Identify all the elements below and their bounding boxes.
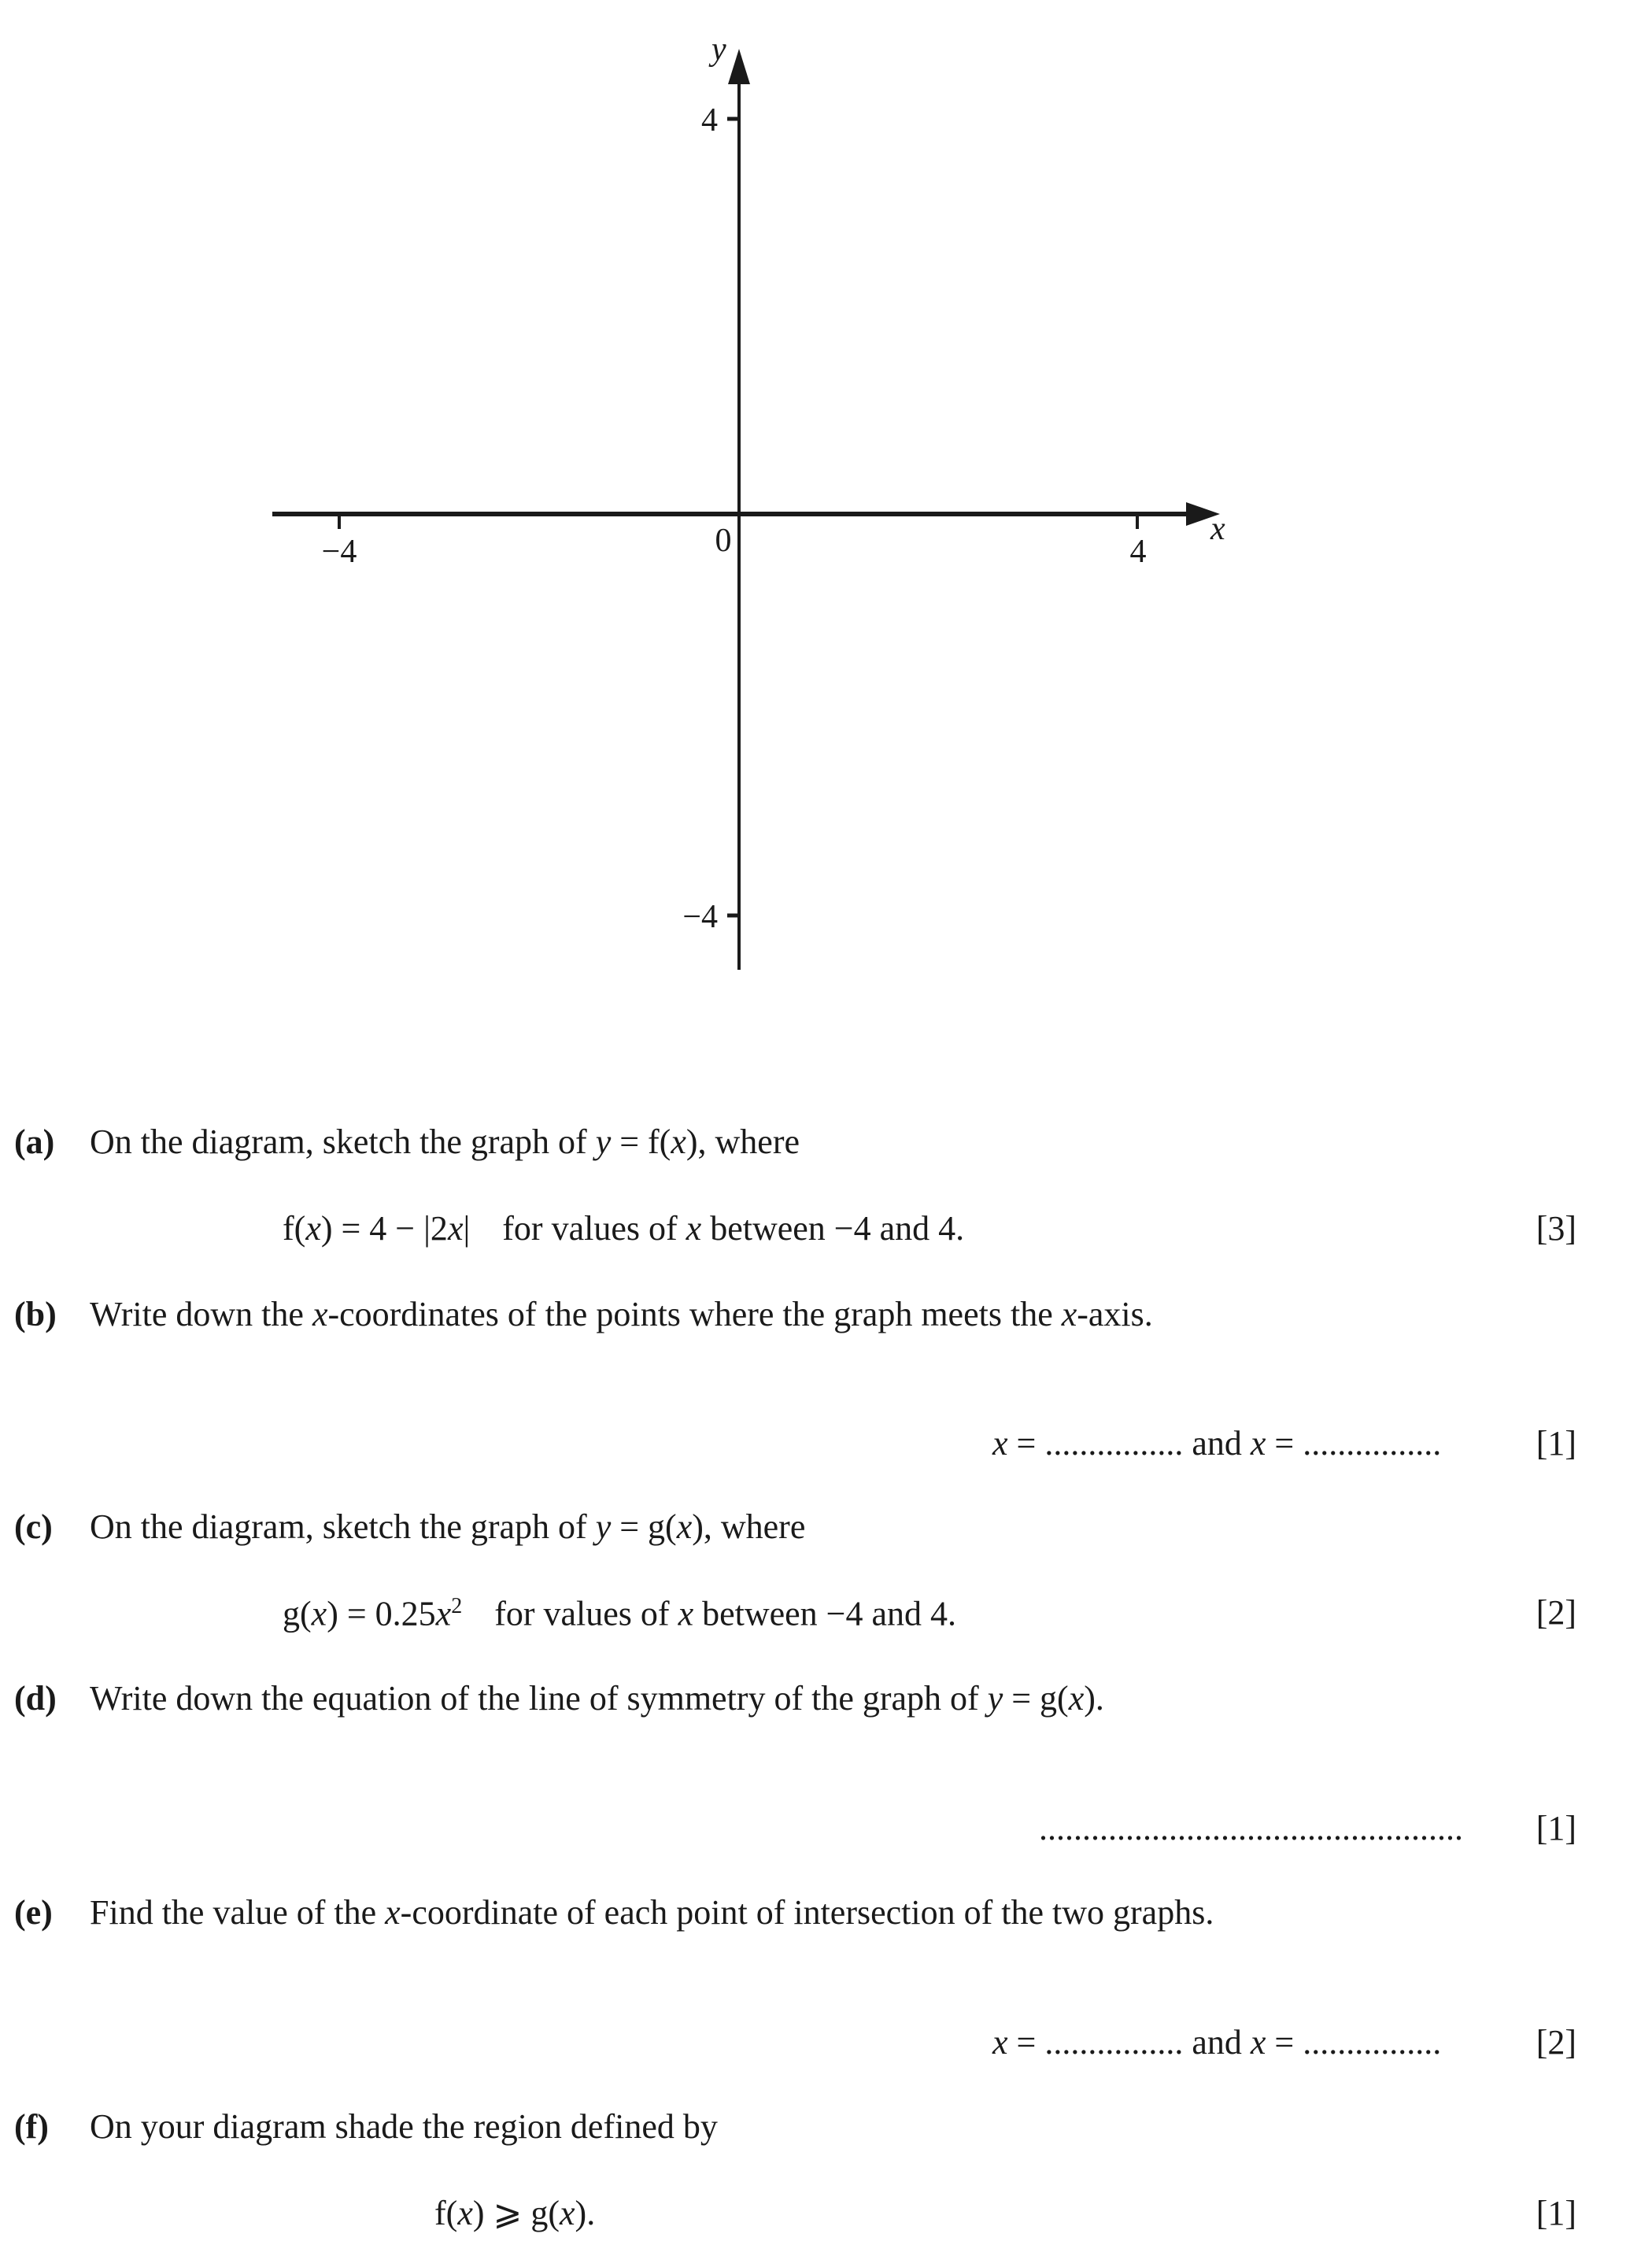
text-post: -axis. [1077, 1295, 1153, 1333]
var-x: x [305, 1209, 321, 1248]
g-definition [283, 1596, 956, 1632]
var-x: x [447, 1209, 464, 1248]
answer-line-b[interactable] [992, 1426, 1441, 1461]
var-x: x [992, 1424, 1008, 1463]
x-axis-label: x [1210, 511, 1225, 547]
question-f-label: (f) [14, 2107, 49, 2146]
question-e-text [90, 1895, 1214, 1930]
var-x: x [1250, 2023, 1266, 2062]
def-post: | [463, 1209, 471, 1248]
answer-dots-1[interactable]: = ................ [1007, 2023, 1192, 2062]
answer-line-e[interactable] [992, 2025, 1441, 2060]
range-pre: for values of [494, 1594, 678, 1633]
question-c-label: (c) [14, 1507, 53, 1546]
y-tick-label-neg4: −4 [682, 899, 718, 935]
var-x: x [311, 1594, 327, 1633]
question-b-label: (b) [14, 1295, 57, 1333]
eq-mid: = g( [611, 1507, 677, 1546]
var-x: x [686, 1209, 702, 1248]
marks-e: [2] [1536, 2023, 1576, 2062]
def-pre: g( [283, 1594, 312, 1633]
and-text: and [1192, 2023, 1251, 2062]
var-x: x [385, 1893, 401, 1932]
var-x: x [1250, 1424, 1266, 1463]
eq-mid: = g( [1003, 1679, 1069, 1718]
x-tick-label-4: 4 [1129, 534, 1147, 570]
and-text: and [1192, 1424, 1251, 1463]
text-pre: On the diagram, sketch the graph of [90, 1507, 596, 1546]
text-post: ), where [692, 1507, 806, 1546]
var-x: x [435, 1594, 452, 1633]
question-f-text: On your diagram shade the region defined by [90, 2107, 718, 2146]
question-c-text [90, 1507, 806, 1546]
f-definition [283, 1211, 964, 1246]
var-y: y [987, 1679, 1003, 1718]
var-x: x [671, 1122, 686, 1161]
range-pre: for values of [502, 1209, 686, 1248]
marks-c: [2] [1536, 1593, 1576, 1632]
eq-mid: = f( [611, 1122, 671, 1161]
var-x: x [560, 2194, 575, 2232]
question-e-label: (e) [14, 1893, 53, 1932]
var-x: x [678, 1594, 694, 1633]
question-a-label: (a) [14, 1122, 55, 1161]
answer-dots-1[interactable]: = ................ [1007, 1424, 1192, 1463]
var-x: x [992, 2023, 1008, 2062]
ineq-mid: ) ⩾ g( [472, 2194, 560, 2232]
def-mid: ) = 0.25 [327, 1594, 436, 1633]
answer-line-d[interactable]: ................................................. [1039, 1809, 1463, 1847]
marks-a: [3] [1536, 1209, 1576, 1248]
var-x: x [1061, 1295, 1077, 1333]
var-x: x [676, 1507, 693, 1546]
x-tick-label-neg4: −4 [321, 534, 357, 570]
marks-b: [1] [1536, 1424, 1576, 1463]
var-y: y [595, 1507, 612, 1546]
var-x: x [1068, 1679, 1085, 1718]
question-a-text [90, 1122, 800, 1161]
text-pre: Find the value of the [90, 1893, 386, 1932]
text-post: ). [1084, 1679, 1104, 1718]
question-d-text [90, 1681, 1104, 1716]
question-b-text [90, 1297, 1153, 1332]
marks-f: [1] [1536, 2194, 1576, 2232]
ineq-pre: f( [434, 2194, 458, 2232]
inequality [434, 2196, 595, 2231]
def-mid: ) = 4 − |2 [320, 1209, 448, 1248]
var-y: y [595, 1122, 612, 1161]
var-x: x [457, 2194, 473, 2232]
origin-label: 0 [715, 523, 732, 559]
range-post: between −4 and 4. [701, 1209, 965, 1248]
text-pre: Write down the [90, 1295, 312, 1333]
coordinate-axes-diagram [0, 0, 1652, 1023]
range-post: between −4 and 4. [693, 1594, 957, 1633]
y-axis-label: y [711, 31, 726, 68]
text-post: -coordinate of each point of intersection of the two graphs. [400, 1893, 1214, 1932]
question-a-text-post: ), where [686, 1122, 800, 1161]
answer-dots-2[interactable]: = ................ [1266, 2023, 1442, 2062]
text-pre: Write down the equation of the line of symmetry of the graph of [90, 1679, 988, 1718]
exponent: 2 [451, 1594, 463, 1618]
question-a-text-pre: On the diagram, sketch the graph of [90, 1122, 596, 1161]
text-mid: -coordinates of the points where the graph meets the [327, 1295, 1062, 1333]
y-axis-arrow-icon [728, 49, 750, 84]
ineq-post: ). [575, 2194, 596, 2232]
y-tick-label-4: 4 [701, 102, 718, 139]
question-d-label: (d) [14, 1679, 57, 1718]
marks-d: [1] [1536, 1809, 1576, 1847]
def-pre: f( [283, 1209, 306, 1248]
answer-dots-2[interactable]: = ................ [1266, 1424, 1442, 1463]
var-x: x [312, 1295, 328, 1333]
